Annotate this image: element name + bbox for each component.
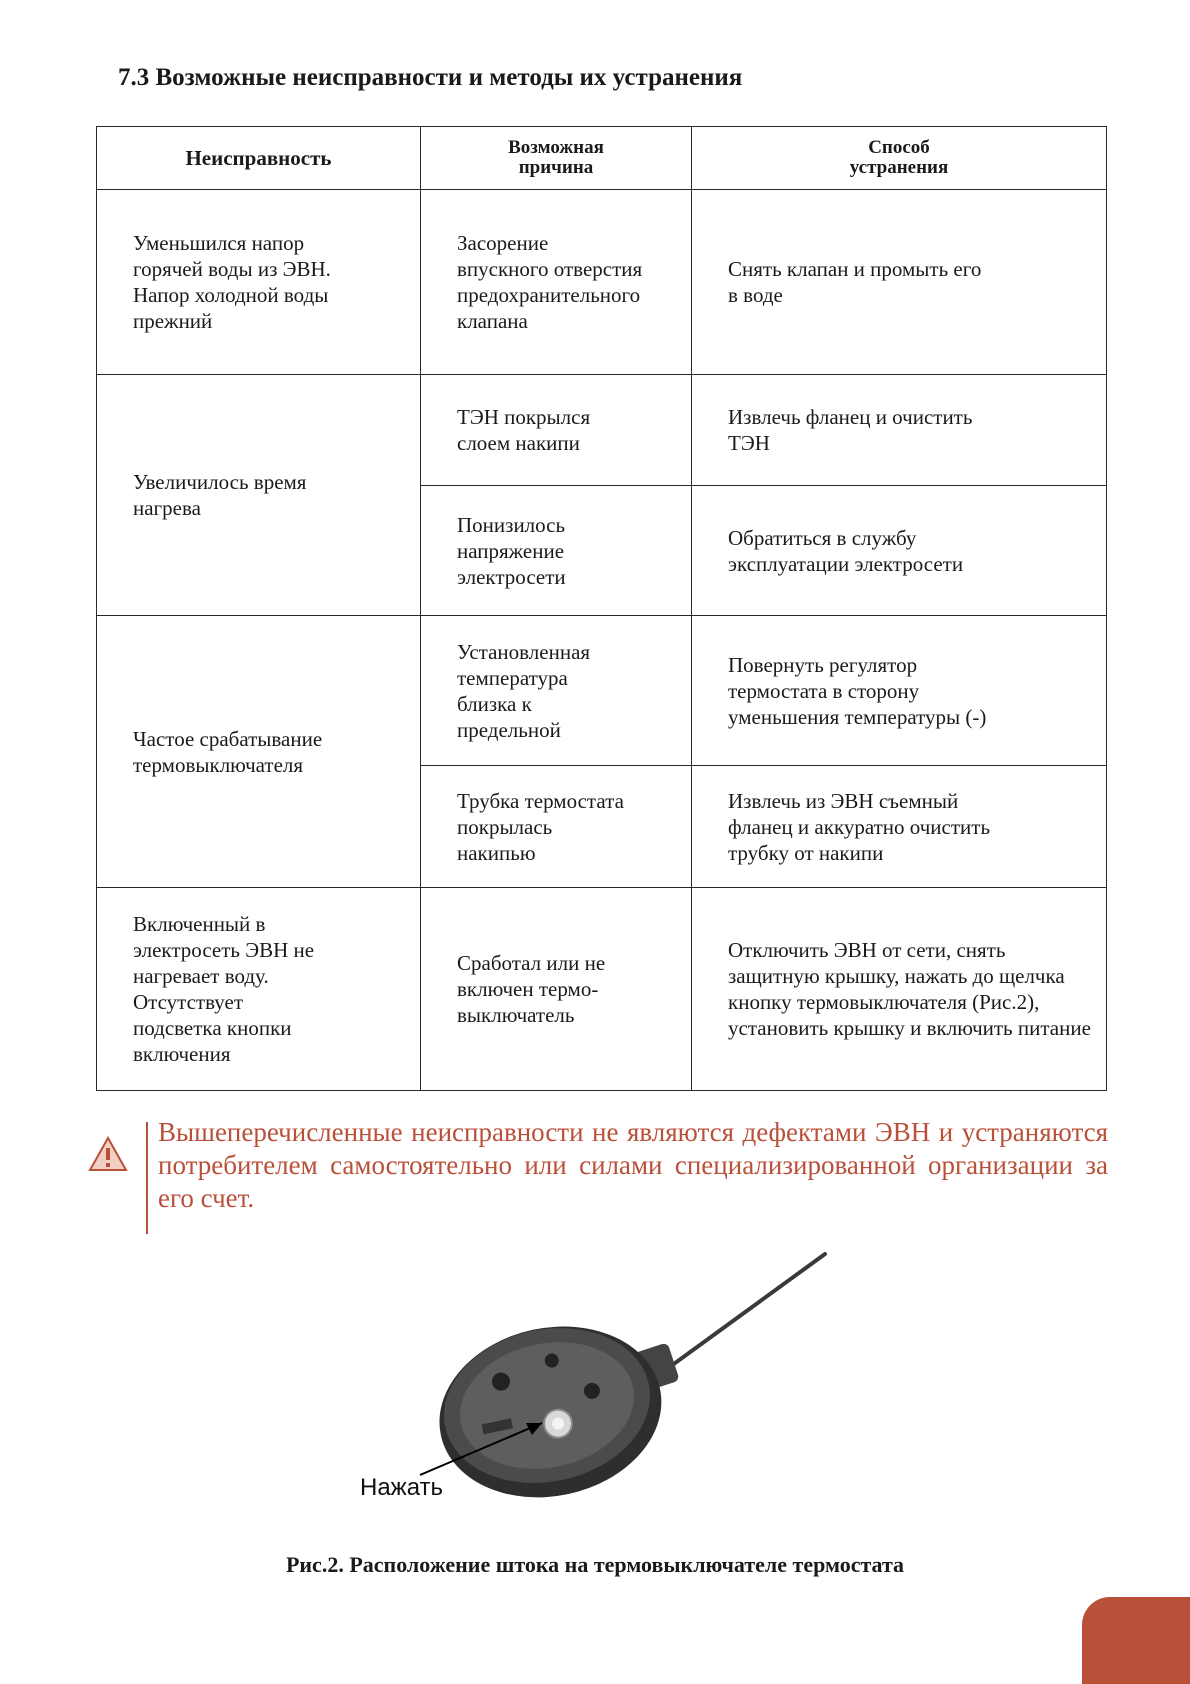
header-cause: Возможная причина	[421, 127, 692, 190]
table-row	[97, 616, 1107, 766]
remedy-cell: Обратиться в службу эксплуатации электросети	[692, 486, 1107, 616]
callout-label: Нажать	[360, 1474, 444, 1501]
warning-text: Вышеперечисленные неисправности не являются дефектами ЭВН и устраняются потребителем самостоятельно или силами специализированной организации за его счет.	[158, 1117, 1108, 1213]
fault-cell: Включенный в электросеть ЭВН не нагревает воду. Отсутствует подсветка кнопки включения	[97, 888, 421, 1091]
warning-note	[88, 1112, 1108, 1234]
faults-table	[96, 126, 1107, 1091]
fault-cell: Частое срабатывание термовыключателя	[97, 616, 421, 888]
page-tab-marker	[1082, 1597, 1190, 1684]
thermostat-figure	[350, 1250, 850, 1520]
remedy-cell: Извлечь из ЭВН съемный фланец и аккуратно очистить трубку от накипи	[692, 766, 1107, 888]
remedy-cell: Отключить ЭВН от сети, снять защитную крышку, нажать до щелчка кнопку термовыключателя (Рис.2), установить крышку и включить питание	[692, 888, 1107, 1091]
warning-triangle-icon	[88, 1136, 128, 1172]
cause-cell: Сработал или не включен термо- выключатель	[421, 888, 692, 1091]
cause-cell: Понизилось напряжение электросети	[421, 486, 692, 616]
header-fault: Неисправность	[97, 127, 421, 190]
figure-caption: Рис.2. Расположение штока на термовыключателе термостата	[285, 1552, 905, 1577]
cause-cell: ТЭН покрылся слоем накипи	[421, 375, 692, 486]
remedy-cell: Повернуть регулятор термостата в сторону уменьшения температуры (-)	[692, 616, 1107, 766]
cause-cell: Засорение впускного отверстия предохранительного клапана	[421, 190, 692, 375]
table-row	[97, 888, 1107, 1091]
section-title: 7.3 Возможные неисправности и методы их устранения	[118, 64, 743, 91]
cause-cell: Трубка термостата покрылась накипью	[421, 766, 692, 888]
fault-cell: Увеличилось время нагрева	[97, 375, 421, 616]
table-row	[97, 190, 1107, 375]
cause-cell: Установленная температура близка к предельной	[421, 616, 692, 766]
fault-cell: Уменьшился напор горячей воды из ЭВН. Напор холодной воды прежний	[97, 190, 421, 375]
table-row	[97, 375, 1107, 486]
remedy-cell: Извлечь фланец и очистить ТЭН	[692, 375, 1107, 486]
warning-divider	[146, 1122, 148, 1234]
header-remedy: Способ устранения	[692, 127, 1107, 190]
remedy-cell: Снять клапан и промыть его в воде	[692, 190, 1107, 375]
